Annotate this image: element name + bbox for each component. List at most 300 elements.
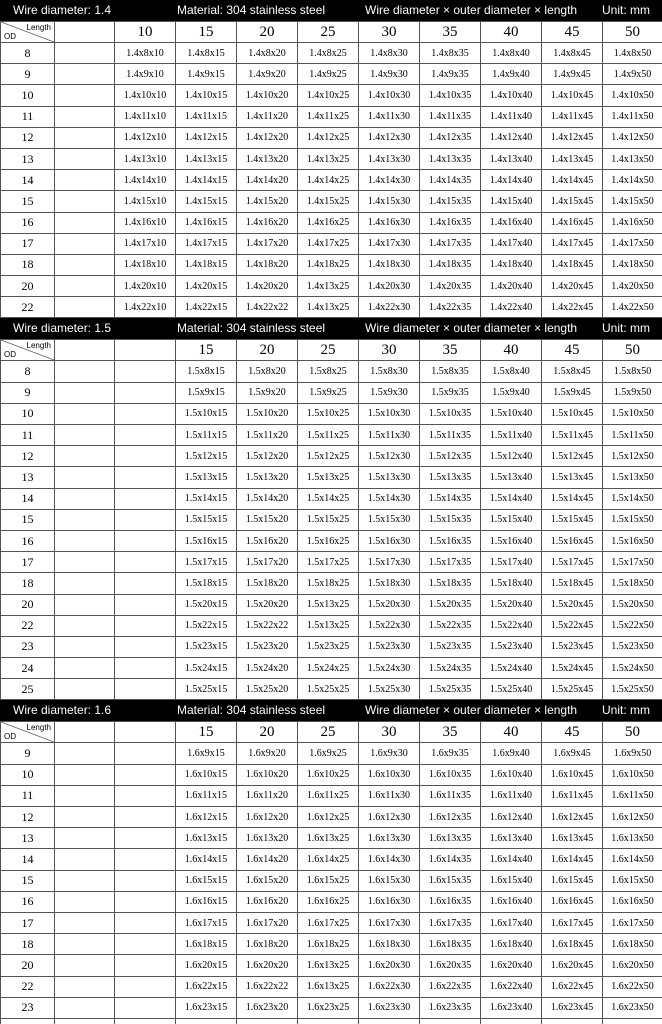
spec-cell	[115, 530, 176, 551]
spec-cell	[55, 212, 115, 233]
spec-section	[0, 318, 662, 700]
length-header-row	[1, 340, 662, 361]
spec-cell: 1.5x9x35	[420, 382, 481, 403]
spec-cell	[55, 573, 115, 594]
spec-cell: 1.4x17x25	[298, 233, 359, 254]
spec-cell: 1.5x9x50	[603, 382, 662, 403]
spec-cell: 1.4x16x35	[420, 212, 481, 233]
spec-cell: 1.4x14x45	[542, 170, 603, 191]
spec-cell: 1.5x9x20	[237, 382, 298, 403]
spec-cell: 1.4x10x35	[420, 85, 481, 106]
spec-cell	[55, 976, 115, 997]
od-cell: 14	[1, 849, 55, 870]
spec-cell: 1.4x12x45	[542, 127, 603, 148]
length-header-cell: 25	[298, 22, 359, 43]
od-axis-label: OD	[4, 732, 16, 742]
od-cell: 17	[1, 552, 55, 573]
spec-cell: 1.5x9x40	[481, 382, 542, 403]
spec-cell: 1.4x18x45	[542, 254, 603, 275]
spec-cell: 1.5x17x45	[542, 552, 603, 573]
spec-cell	[55, 764, 115, 785]
spec-cell: 1.5x22x40	[481, 615, 542, 636]
spec-cell: 1.6x15x15	[176, 870, 237, 891]
spec-cell: 1.5x24x40	[481, 658, 542, 679]
table-row	[1, 446, 662, 467]
spec-cell	[55, 807, 115, 828]
spec-cell: 1.6x9x45	[542, 743, 603, 764]
wire-diameter-label: Wire diameter: 1.5	[13, 321, 112, 336]
spec-cell: 1.4x15x35	[420, 191, 481, 212]
spec-cell: 1.5x20x50	[603, 594, 662, 615]
spec-cell: 1.4x14x20	[237, 170, 298, 191]
spec-cell	[115, 467, 176, 488]
spec-cell	[115, 1018, 176, 1024]
spec-cell: 1.5x10x20	[237, 403, 298, 424]
spec-cell	[115, 955, 176, 976]
table-row	[1, 43, 662, 64]
spec-cell: 1.6x13x25	[298, 828, 359, 849]
wire-diameter-label: Wire diameter: 1.6	[13, 703, 112, 718]
spec-cell: 1.5x17x20	[237, 552, 298, 573]
spec-table	[0, 339, 662, 700]
spec-cell: 1.4x12x30	[359, 127, 420, 148]
spec-cell: 1.6x17x45	[542, 912, 603, 933]
length-header-cell	[55, 340, 115, 361]
spec-cell: 1.4x12x10	[115, 127, 176, 148]
spec-cell: 1.5x25x50	[603, 679, 662, 700]
spec-cell: 1.5x14x20	[237, 488, 298, 509]
section-header-bar	[0, 700, 662, 721]
spec-cell: 1.5x20x20	[237, 594, 298, 615]
spec-cell: 1.4x9x30	[359, 64, 420, 85]
spec-cell: 1.4x18x50	[603, 254, 662, 275]
length-header-cell: 25	[298, 722, 359, 743]
spec-cell: 1.6x22x15	[176, 976, 237, 997]
spec-cell: 1.6x14x45	[542, 849, 603, 870]
spec-cell: 1.5x8x15	[176, 361, 237, 382]
spec-cell: 1.4x22x15	[176, 297, 237, 318]
spec-cell: 1.5x17x25	[298, 552, 359, 573]
length-header-cell: 15	[176, 340, 237, 361]
spec-cell: 1.6x9x20	[237, 743, 298, 764]
length-header-cell: 35	[420, 722, 481, 743]
od-cell: 18	[1, 573, 55, 594]
spec-cell: 1.6x13x25	[298, 976, 359, 997]
spec-cell: 1.4x18x35	[420, 254, 481, 275]
spec-cell: 1.5x20x40	[481, 594, 542, 615]
spec-cell	[55, 425, 115, 446]
od-cell	[1, 1018, 55, 1024]
spec-cell: 1.5x12x25	[298, 446, 359, 467]
table-row	[1, 955, 662, 976]
spec-cell	[55, 148, 115, 169]
od-cell: 13	[1, 467, 55, 488]
table-row	[1, 679, 662, 700]
spec-cell: 1.4x14x35	[420, 170, 481, 191]
od-cell: 11	[1, 785, 55, 806]
spec-cell	[55, 382, 115, 403]
spec-cell	[55, 276, 115, 297]
spec-section	[0, 0, 662, 318]
length-axis-label: Length	[26, 341, 51, 351]
spec-cell: 1.4x9x45	[542, 64, 603, 85]
spec-cell: 1.5x12x35	[420, 446, 481, 467]
spec-cell: 1.5x12x50	[603, 446, 662, 467]
spec-cell: 1.5x11x25	[298, 425, 359, 446]
spec-cell: 1.4x11x35	[420, 106, 481, 127]
spec-cell: 1.5x24x15	[176, 658, 237, 679]
od-cell: 10	[1, 403, 55, 424]
spec-cell: 1.5x13x25	[298, 594, 359, 615]
spec-cell: 1.5x25x20	[237, 679, 298, 700]
section-header-bar	[0, 318, 662, 339]
table-row	[1, 594, 662, 615]
spec-cell: 1.5x15x15	[176, 509, 237, 530]
spec-cell: 1.4x13x50	[603, 148, 662, 169]
spec-cell	[115, 785, 176, 806]
spec-cell: 1.5x8x50	[603, 361, 662, 382]
spec-cell: 1.4x22x45	[542, 297, 603, 318]
spec-cell: 1.6x22x35	[420, 976, 481, 997]
spec-cell: 1.4x16x40	[481, 212, 542, 233]
spec-cell: 1.5x13x15	[176, 467, 237, 488]
spec-cell: 1.6x17x15	[176, 912, 237, 933]
table-row	[1, 997, 662, 1018]
table-row	[1, 85, 662, 106]
length-header-cell: 40	[481, 22, 542, 43]
spec-cell: 1.6x15x50	[603, 870, 662, 891]
spec-cell: 1.5x18x35	[420, 573, 481, 594]
spec-cell: 1.6x15x20	[237, 870, 298, 891]
spec-cell: 1.4x15x10	[115, 191, 176, 212]
spec-cell: 1.6x12x15	[176, 807, 237, 828]
spec-cell: 1.5x22x15	[176, 615, 237, 636]
table-row	[1, 807, 662, 828]
table-row	[1, 488, 662, 509]
spec-cell: 1.4x22x10	[115, 297, 176, 318]
length-header-cell: 40	[481, 722, 542, 743]
spec-cell: 1.4x13x10	[115, 148, 176, 169]
length-header-cell: 20	[237, 22, 298, 43]
spec-cell: 1.5x8x25	[298, 361, 359, 382]
spec-cell: 1.6x13x25	[298, 955, 359, 976]
spec-cell: 1.6x14x30	[359, 849, 420, 870]
wire-diameter-label: Wire diameter: 1.4	[13, 3, 112, 17]
spec-cell: 1.5x11x35	[420, 425, 481, 446]
spec-cell	[115, 870, 176, 891]
spec-cell: 1.4x16x20	[237, 212, 298, 233]
spec-cell: 1.4x8x35	[420, 43, 481, 64]
spec-cell: 1.4x8x50	[603, 43, 662, 64]
spec-cell	[55, 658, 115, 679]
spec-cell: 1.6x10x50	[603, 764, 662, 785]
spec-cell: 1.6x22x45	[542, 976, 603, 997]
spec-cell: 1.6x14x35	[420, 849, 481, 870]
spec-cell	[176, 1018, 237, 1024]
spec-cell: 1.4x9x50	[603, 64, 662, 85]
spec-cell: 1.5x24x50	[603, 658, 662, 679]
spec-cell: 1.4x15x45	[542, 191, 603, 212]
spec-cell: 1.6x11x15	[176, 785, 237, 806]
spec-cell	[481, 1018, 542, 1024]
spec-cell: 1.6x20x15	[176, 955, 237, 976]
spec-cell: 1.5x17x40	[481, 552, 542, 573]
spec-cell: 1.5x11x20	[237, 425, 298, 446]
spec-cell: 1.6x23x25	[298, 997, 359, 1018]
spec-cell: 1.5x13x45	[542, 467, 603, 488]
spec-cell: 1.5x10x25	[298, 403, 359, 424]
spec-cell: 1.6x23x45	[542, 997, 603, 1018]
spec-cell: 1.5x9x25	[298, 382, 359, 403]
spec-cell: 1.5x15x50	[603, 509, 662, 530]
od-cell: 22	[1, 615, 55, 636]
spec-cell: 1.5x17x50	[603, 552, 662, 573]
dimension-format-label: Wire diameter × outer diameter × length	[365, 703, 578, 718]
od-cell: 17	[1, 233, 55, 254]
table-row	[1, 148, 662, 169]
spec-cell: 1.4x8x30	[359, 43, 420, 64]
spec-cell: 1.5x16x15	[176, 530, 237, 551]
spec-cell: 1.5x18x45	[542, 573, 603, 594]
spec-cell: 1.6x18x40	[481, 934, 542, 955]
table-row	[1, 573, 662, 594]
spec-cell: 1.5x20x35	[420, 594, 481, 615]
spec-cell: 1.5x9x30	[359, 382, 420, 403]
spec-cell: 1.6x11x20	[237, 785, 298, 806]
spec-cell	[542, 1018, 603, 1024]
length-header-cell: 10	[115, 22, 176, 43]
spec-cell: 1.5x17x35	[420, 552, 481, 573]
spec-cell: 1.5x13x50	[603, 467, 662, 488]
table-row	[1, 297, 662, 318]
spec-cell: 1.5x10x50	[603, 403, 662, 424]
table-row	[1, 361, 662, 382]
spec-cell: 1.6x15x35	[420, 870, 481, 891]
spec-cell	[55, 64, 115, 85]
spec-cell: 1.6x22x30	[359, 976, 420, 997]
spec-cell: 1.5x12x20	[237, 446, 298, 467]
spec-cell: 1.4x20x50	[603, 276, 662, 297]
spec-cell: 1.4x9x40	[481, 64, 542, 85]
spec-cell	[115, 403, 176, 424]
spec-cell: 1.4x14x10	[115, 170, 176, 191]
spec-cell: 1.5x18x40	[481, 573, 542, 594]
spec-cell: 1.5x22x22	[237, 615, 298, 636]
od-cell: 9	[1, 743, 55, 764]
spec-cell	[55, 934, 115, 955]
od-cell: 22	[1, 976, 55, 997]
table-row	[1, 658, 662, 679]
spec-cell: 1.4x8x20	[237, 43, 298, 64]
od-cell: 15	[1, 191, 55, 212]
od-cell: 8	[1, 361, 55, 382]
table-row	[1, 870, 662, 891]
spec-cell	[55, 509, 115, 530]
spec-cell: 1.6x17x35	[420, 912, 481, 933]
spec-cell: 1.5x23x40	[481, 636, 542, 657]
table-row	[1, 1018, 662, 1024]
spec-cell	[115, 997, 176, 1018]
od-cell: 15	[1, 509, 55, 530]
spec-table	[0, 21, 662, 318]
spec-cell: 1.6x10x15	[176, 764, 237, 785]
spec-cell: 1.5x18x20	[237, 573, 298, 594]
spec-cell: 1.6x11x50	[603, 785, 662, 806]
od-cell: 18	[1, 934, 55, 955]
spec-cell: 1.6x23x20	[237, 997, 298, 1018]
spec-cell: 1.6x14x20	[237, 849, 298, 870]
length-header-cell: 50	[603, 340, 662, 361]
dimension-format-label: Wire diameter × outer diameter × length	[365, 321, 578, 336]
spec-cell: 1.4x22x22	[237, 297, 298, 318]
spec-cell: 1.5x20x45	[542, 594, 603, 615]
spec-cell	[115, 658, 176, 679]
spec-cell: 1.4x20x35	[420, 276, 481, 297]
spec-cell: 1.6x13x15	[176, 828, 237, 849]
spec-cell	[55, 594, 115, 615]
table-row	[1, 127, 662, 148]
od-cell: 10	[1, 85, 55, 106]
spec-cell: 1.6x13x50	[603, 828, 662, 849]
spec-cell: 1.5x13x25	[298, 467, 359, 488]
spec-cell: 1.6x16x35	[420, 891, 481, 912]
spec-cell: 1.6x12x40	[481, 807, 542, 828]
spec-cell	[115, 679, 176, 700]
od-cell: 23	[1, 636, 55, 657]
spec-cell	[298, 1018, 359, 1024]
spec-cell	[55, 106, 115, 127]
spec-cell: 1.6x18x25	[298, 934, 359, 955]
spec-cell: 1.4x12x25	[298, 127, 359, 148]
table-row	[1, 509, 662, 530]
spec-cell	[115, 361, 176, 382]
spec-cell: 1.4x12x35	[420, 127, 481, 148]
spec-cell: 1.5x20x30	[359, 594, 420, 615]
spec-cell: 1.6x17x40	[481, 912, 542, 933]
spec-cell: 1.4x16x10	[115, 212, 176, 233]
length-header-cell	[115, 722, 176, 743]
spec-cell: 1.5x24x35	[420, 658, 481, 679]
table-row	[1, 743, 662, 764]
spec-cell	[55, 297, 115, 318]
spec-cell: 1.6x9x40	[481, 743, 542, 764]
length-header-cell: 35	[420, 340, 481, 361]
spec-cell: 1.4x22x40	[481, 297, 542, 318]
spec-cell: 1.6x22x22	[237, 976, 298, 997]
corner-header-cell	[1, 722, 55, 743]
length-header-cell: 15	[176, 722, 237, 743]
spec-cell: 1.5x16x45	[542, 530, 603, 551]
material-label: Material: 304 stainless steel	[177, 3, 326, 17]
spec-cell: 1.6x13x40	[481, 828, 542, 849]
table-row	[1, 212, 662, 233]
spec-cell	[115, 488, 176, 509]
spec-cell: 1.4x8x10	[115, 43, 176, 64]
table-row	[1, 106, 662, 127]
spec-section	[0, 700, 662, 1024]
spec-cell: 1.4x11x40	[481, 106, 542, 127]
od-axis-label: OD	[4, 32, 16, 41]
table-row	[1, 403, 662, 424]
spec-cell: 1.6x20x45	[542, 955, 603, 976]
table-row	[1, 849, 662, 870]
length-header-cell: 45	[542, 340, 603, 361]
spec-cell: 1.5x16x40	[481, 530, 542, 551]
od-cell: 12	[1, 127, 55, 148]
spec-cell: 1.6x11x45	[542, 785, 603, 806]
length-header-cell: 50	[603, 22, 662, 43]
spec-cell: 1.4x9x10	[115, 64, 176, 85]
spec-cell: 1.5x14x30	[359, 488, 420, 509]
spec-cell: 1.4x15x40	[481, 191, 542, 212]
spec-cell: 1.6x23x50	[603, 997, 662, 1018]
spec-cell: 1.6x23x30	[359, 997, 420, 1018]
spec-cell	[55, 870, 115, 891]
table-row	[1, 636, 662, 657]
spec-cell: 1.5x16x50	[603, 530, 662, 551]
length-header-cell	[55, 722, 115, 743]
spec-cell: 1.5x18x15	[176, 573, 237, 594]
spec-cell: 1.5x22x50	[603, 615, 662, 636]
spec-cell: 1.6x18x45	[542, 934, 603, 955]
spec-cell: 1.5x25x25	[298, 679, 359, 700]
spec-cell: 1.4x17x40	[481, 233, 542, 254]
spec-cell: 1.6x14x15	[176, 849, 237, 870]
spec-cell: 1.6x20x35	[420, 955, 481, 976]
spec-cell: 1.5x10x15	[176, 403, 237, 424]
spec-cell: 1.4x12x20	[237, 127, 298, 148]
spec-cell: 1.4x13x40	[481, 148, 542, 169]
spec-cell: 1.5x10x30	[359, 403, 420, 424]
spec-cell: 1.5x22x35	[420, 615, 481, 636]
spec-cell	[55, 446, 115, 467]
spec-cell: 1.4x13x35	[420, 148, 481, 169]
spec-cell: 1.6x11x35	[420, 785, 481, 806]
od-axis-label: OD	[4, 350, 16, 360]
spec-cell: 1.6x20x20	[237, 955, 298, 976]
od-cell: 22	[1, 297, 55, 318]
spec-cell	[115, 425, 176, 446]
spec-cell: 1.6x22x40	[481, 976, 542, 997]
od-cell: 20	[1, 594, 55, 615]
spec-cell	[115, 446, 176, 467]
spec-cell: 1.4x11x45	[542, 106, 603, 127]
table-row	[1, 276, 662, 297]
spec-cell: 1.6x17x25	[298, 912, 359, 933]
material-label: Material: 304 stainless steel	[177, 321, 326, 336]
table-row	[1, 552, 662, 573]
spec-cell: 1.5x14x35	[420, 488, 481, 509]
spec-cell	[237, 1018, 298, 1024]
spec-cell: 1.6x20x30	[359, 955, 420, 976]
spec-cell	[55, 170, 115, 191]
spec-cell: 1.5x25x45	[542, 679, 603, 700]
spec-cell: 1.5x13x25	[298, 615, 359, 636]
spec-cell: 1.4x11x25	[298, 106, 359, 127]
spec-cell	[55, 743, 115, 764]
spec-cell	[55, 254, 115, 275]
spec-cell: 1.6x14x50	[603, 849, 662, 870]
length-header-cell	[55, 22, 115, 43]
spec-cell: 1.6x10x45	[542, 764, 603, 785]
spec-cell: 1.4x14x30	[359, 170, 420, 191]
spec-cell: 1.5x10x45	[542, 403, 603, 424]
spec-cell: 1.4x11x20	[237, 106, 298, 127]
spec-cell	[420, 1018, 481, 1024]
spec-cell: 1.4x10x40	[481, 85, 542, 106]
spec-cell: 1.5x15x35	[420, 509, 481, 530]
spec-cell	[55, 530, 115, 551]
